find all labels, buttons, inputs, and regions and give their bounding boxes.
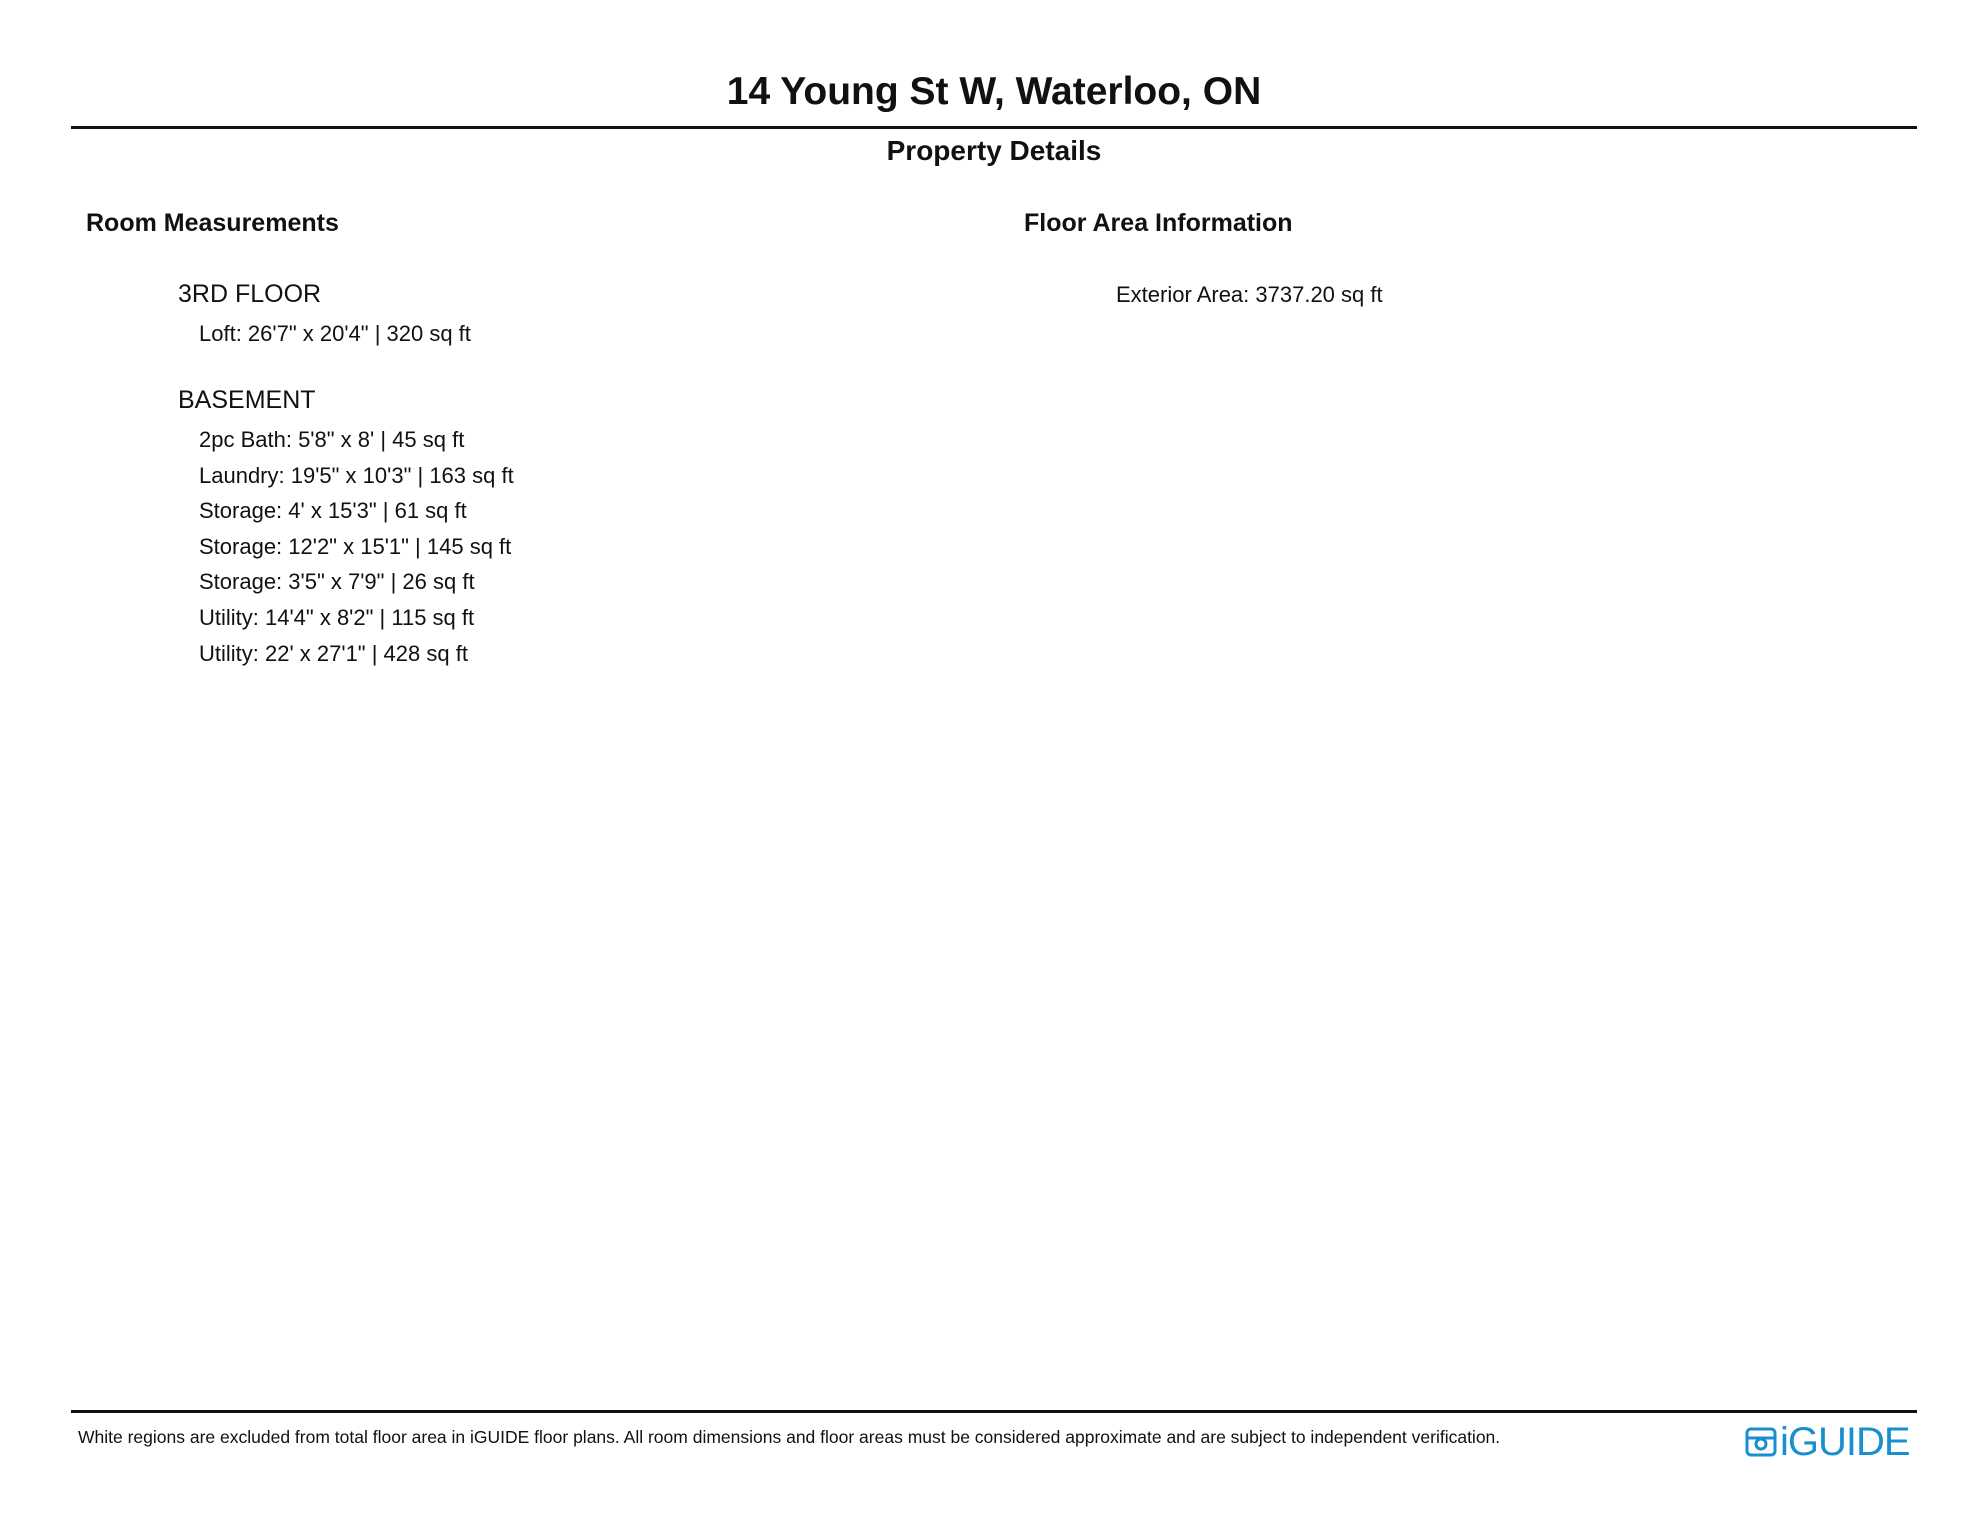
title-divider xyxy=(71,126,1917,129)
floor-area-heading: Floor Area Information xyxy=(1024,209,1293,237)
page-subtitle: Property Details xyxy=(886,135,1102,166)
room-line: Utility: 14'4" x 8'2" | 115 sq ft xyxy=(199,604,475,630)
room-line: Storage: 4' x 15'3" | 61 sq ft xyxy=(199,498,467,524)
room-line: Storage: 12'2" x 15'1" | 145 sq ft xyxy=(199,533,512,559)
page-title: 14 Young St W, Waterloo, ON xyxy=(726,70,1262,113)
footer-disclaimer: White regions are excluded from total floor area in iGUIDE floor plans. All room dimensions and floor areas must be considered approximate and are subject to independent verification. xyxy=(78,1427,1501,1447)
room-line: Loft: 26'7" x 20'4" | 320 sq ft xyxy=(199,321,471,346)
camera-icon xyxy=(1745,1426,1777,1458)
room-measurements-heading: Room Measurements xyxy=(86,209,339,237)
footer-divider xyxy=(71,1410,1917,1413)
floor-section-3rd-floor xyxy=(178,278,471,352)
room-line: Storage: 3'5" x 7'9" | 26 sq ft xyxy=(199,569,475,595)
floor-section-basement xyxy=(178,384,514,671)
floor-name: 3RD FLOOR xyxy=(178,280,322,308)
exterior-area: Exterior Area: 3737.20 sq ft xyxy=(1116,282,1383,307)
iguide-logo xyxy=(1745,1422,1910,1462)
room-line: Utility: 22' x 27'1" | 428 sq ft xyxy=(199,640,468,666)
room-line: 2pc Bath: 5'8" x 8' | 45 sq ft xyxy=(199,427,465,452)
logo-text: iGUIDE xyxy=(1780,1420,1910,1464)
floor-name: BASEMENT xyxy=(178,386,316,414)
room-line: Laundry: 19'5" x 10'3" | 163 sq ft xyxy=(199,462,514,488)
